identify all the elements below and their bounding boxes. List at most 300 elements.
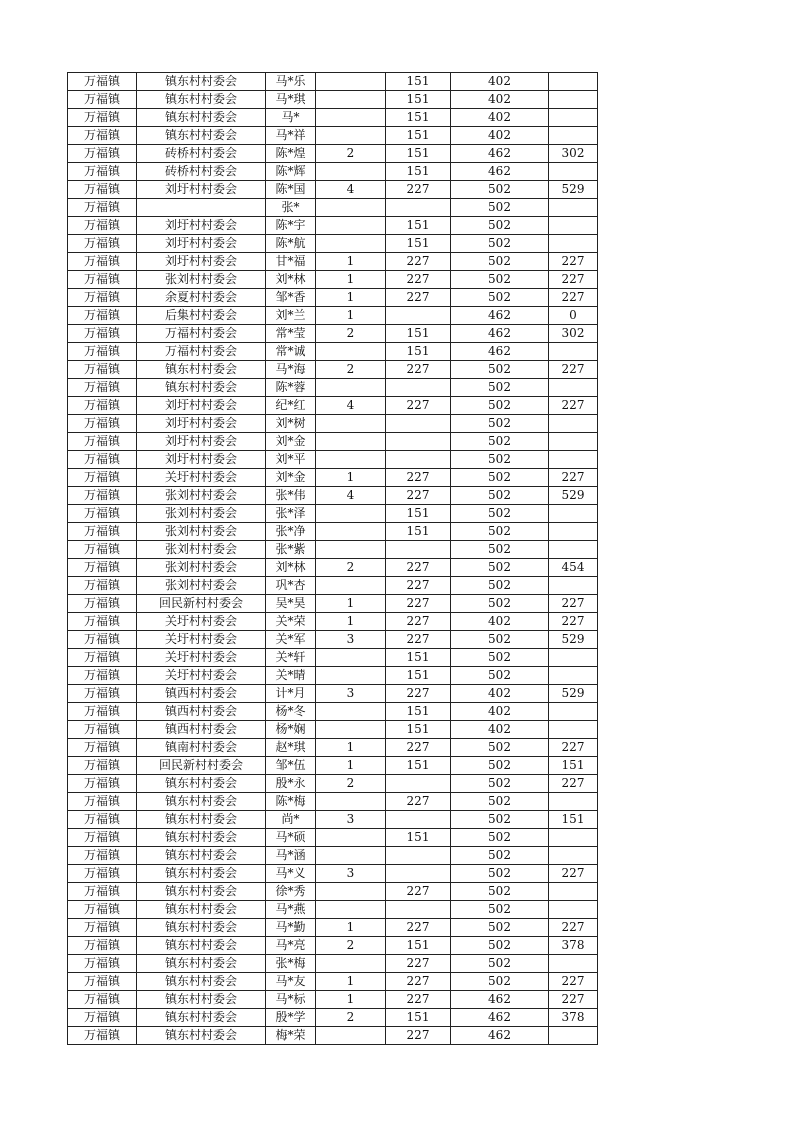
value-c-cell: 529: [549, 685, 598, 703]
name-cell: 刘*兰: [266, 307, 316, 325]
town-cell: 万福镇: [68, 973, 137, 991]
town-cell: 万福镇: [68, 1009, 137, 1027]
committee-cell: 刘圩村村委会: [137, 415, 266, 433]
name-cell: 马*琪: [266, 91, 316, 109]
town-cell: 万福镇: [68, 199, 137, 217]
table-row: [68, 163, 598, 181]
town-cell: 万福镇: [68, 523, 137, 541]
value-b-cell: 402: [451, 703, 549, 721]
value-b-cell: 502: [451, 883, 549, 901]
value-b-cell: 502: [451, 253, 549, 271]
committee-cell: 镇东村村委会: [137, 829, 266, 847]
table-row: [68, 181, 598, 199]
name-cell: 马*硕: [266, 829, 316, 847]
table-row: [68, 919, 598, 937]
table-row: [68, 901, 598, 919]
table-row: [68, 955, 598, 973]
committee-cell: 镇西村村委会: [137, 703, 266, 721]
name-cell: 邹*伍: [266, 757, 316, 775]
value-b-cell: 462: [451, 163, 549, 181]
name-cell: 陈*国: [266, 181, 316, 199]
town-cell: 万福镇: [68, 307, 137, 325]
name-cell: 马*海: [266, 361, 316, 379]
value-c-cell: [549, 199, 598, 217]
value-a-cell: 227: [386, 289, 451, 307]
value-b-cell: 502: [451, 397, 549, 415]
value-a-cell: 227: [386, 361, 451, 379]
value-b-cell: 502: [451, 649, 549, 667]
value-c-cell: [549, 217, 598, 235]
value-b-cell: 502: [451, 775, 549, 793]
committee-cell: 镇东村村委会: [137, 73, 266, 91]
town-cell: 万福镇: [68, 127, 137, 145]
value-a-cell: 227: [386, 469, 451, 487]
town-cell: 万福镇: [68, 469, 137, 487]
value-a-cell: [386, 379, 451, 397]
value-a-cell: 227: [386, 613, 451, 631]
town-cell: 万福镇: [68, 109, 137, 127]
committee-cell: 镇东村村委会: [137, 991, 266, 1009]
name-cell: 计*月: [266, 685, 316, 703]
table-row: [68, 991, 598, 1009]
town-cell: 万福镇: [68, 775, 137, 793]
town-cell: 万福镇: [68, 955, 137, 973]
committee-cell: 镇东村村委会: [137, 883, 266, 901]
town-cell: 万福镇: [68, 163, 137, 181]
name-cell: 张*泽: [266, 505, 316, 523]
town-cell: 万福镇: [68, 289, 137, 307]
town-cell: 万福镇: [68, 703, 137, 721]
count-cell: [316, 235, 386, 253]
committee-cell: 镇西村村委会: [137, 721, 266, 739]
value-b-cell: 402: [451, 91, 549, 109]
count-cell: [316, 433, 386, 451]
name-cell: 张*梅: [266, 955, 316, 973]
value-b-cell: 502: [451, 757, 549, 775]
committee-cell: 张刘村村委会: [137, 559, 266, 577]
value-b-cell: 502: [451, 271, 549, 289]
name-cell: 徐*秀: [266, 883, 316, 901]
table-row: [68, 289, 598, 307]
committee-cell: 刘圩村村委会: [137, 235, 266, 253]
town-cell: 万福镇: [68, 361, 137, 379]
value-c-cell: [549, 955, 598, 973]
town-cell: 万福镇: [68, 685, 137, 703]
count-cell: [316, 1027, 386, 1045]
value-c-cell: 227: [549, 973, 598, 991]
count-cell: 1: [316, 469, 386, 487]
town-cell: 万福镇: [68, 577, 137, 595]
name-cell: 邹*香: [266, 289, 316, 307]
name-cell: 陈*宇: [266, 217, 316, 235]
table-row: [68, 937, 598, 955]
table-row: [68, 829, 598, 847]
value-b-cell: 502: [451, 937, 549, 955]
committee-cell: 镇南村村委会: [137, 739, 266, 757]
value-c-cell: [549, 703, 598, 721]
count-cell: [316, 415, 386, 433]
town-cell: 万福镇: [68, 631, 137, 649]
name-cell: 马*: [266, 109, 316, 127]
table-row: [68, 343, 598, 361]
table-row: [68, 1009, 598, 1027]
value-b-cell: 502: [451, 559, 549, 577]
table-row: [68, 217, 598, 235]
value-a-cell: 151: [386, 235, 451, 253]
committee-cell: [137, 199, 266, 217]
name-cell: 关*荣: [266, 613, 316, 631]
name-cell: 尚*: [266, 811, 316, 829]
committee-cell: 镇东村村委会: [137, 775, 266, 793]
town-cell: 万福镇: [68, 505, 137, 523]
value-a-cell: 151: [386, 703, 451, 721]
value-b-cell: 502: [451, 181, 549, 199]
value-b-cell: 462: [451, 307, 549, 325]
value-b-cell: 502: [451, 541, 549, 559]
count-cell: [316, 343, 386, 361]
count-cell: [316, 73, 386, 91]
value-c-cell: 302: [549, 325, 598, 343]
value-c-cell: [549, 379, 598, 397]
value-c-cell: 151: [549, 757, 598, 775]
table-row: [68, 559, 598, 577]
value-b-cell: 462: [451, 343, 549, 361]
count-cell: 3: [316, 685, 386, 703]
town-cell: 万福镇: [68, 433, 137, 451]
count-cell: 1: [316, 271, 386, 289]
count-cell: 2: [316, 145, 386, 163]
committee-cell: 镇东村村委会: [137, 1027, 266, 1045]
name-cell: 陈*蓉: [266, 379, 316, 397]
name-cell: 张*净: [266, 523, 316, 541]
town-cell: 万福镇: [68, 271, 137, 289]
value-c-cell: 227: [549, 865, 598, 883]
count-cell: [316, 199, 386, 217]
name-cell: 刘*树: [266, 415, 316, 433]
table-row: [68, 613, 598, 631]
count-cell: [316, 505, 386, 523]
value-b-cell: 502: [451, 829, 549, 847]
committee-cell: 关圩村村委会: [137, 649, 266, 667]
count-cell: [316, 217, 386, 235]
value-b-cell: 502: [451, 235, 549, 253]
value-c-cell: 378: [549, 1009, 598, 1027]
name-cell: 陈*煌: [266, 145, 316, 163]
table-row: [68, 451, 598, 469]
name-cell: 殷*永: [266, 775, 316, 793]
name-cell: 刘*平: [266, 451, 316, 469]
table-row: [68, 127, 598, 145]
table-row: [68, 415, 598, 433]
name-cell: 刘*金: [266, 433, 316, 451]
table-row: [68, 325, 598, 343]
value-c-cell: 454: [549, 559, 598, 577]
value-b-cell: 462: [451, 1009, 549, 1027]
committee-cell: 刘圩村村委会: [137, 451, 266, 469]
value-b-cell: 462: [451, 1027, 549, 1045]
table-row: [68, 469, 598, 487]
value-a-cell: 151: [386, 649, 451, 667]
town-cell: 万福镇: [68, 829, 137, 847]
value-a-cell: 227: [386, 991, 451, 1009]
value-b-cell: 502: [451, 361, 549, 379]
value-c-cell: 227: [549, 595, 598, 613]
value-b-cell: 502: [451, 469, 549, 487]
value-a-cell: 227: [386, 253, 451, 271]
town-cell: 万福镇: [68, 91, 137, 109]
count-cell: 4: [316, 397, 386, 415]
value-c-cell: 227: [549, 397, 598, 415]
value-c-cell: [549, 649, 598, 667]
value-c-cell: [549, 127, 598, 145]
value-a-cell: [386, 865, 451, 883]
committee-cell: 镇东村村委会: [137, 919, 266, 937]
committee-cell: 刘圩村村委会: [137, 181, 266, 199]
value-b-cell: 502: [451, 955, 549, 973]
committee-cell: 关圩村村委会: [137, 613, 266, 631]
name-cell: 刘*林: [266, 559, 316, 577]
table-row: [68, 595, 598, 613]
value-a-cell: 227: [386, 271, 451, 289]
table-row: [68, 811, 598, 829]
name-cell: 马*义: [266, 865, 316, 883]
value-a-cell: 151: [386, 721, 451, 739]
name-cell: 马*友: [266, 973, 316, 991]
count-cell: [316, 649, 386, 667]
table-row: [68, 253, 598, 271]
value-a-cell: 227: [386, 919, 451, 937]
committee-cell: 镇东村村委会: [137, 379, 266, 397]
value-c-cell: [549, 577, 598, 595]
table-row: [68, 199, 598, 217]
value-a-cell: 227: [386, 631, 451, 649]
value-c-cell: 227: [549, 613, 598, 631]
committee-cell: 镇东村村委会: [137, 955, 266, 973]
value-a-cell: 227: [386, 883, 451, 901]
value-b-cell: 502: [451, 217, 549, 235]
committee-cell: 砖桥村村委会: [137, 163, 266, 181]
name-cell: 张*: [266, 199, 316, 217]
table-row: [68, 1027, 598, 1045]
count-cell: 3: [316, 865, 386, 883]
committee-cell: 刘圩村村委会: [137, 253, 266, 271]
value-b-cell: 502: [451, 505, 549, 523]
value-a-cell: 151: [386, 505, 451, 523]
value-b-cell: 402: [451, 685, 549, 703]
count-cell: 2: [316, 559, 386, 577]
count-cell: 1: [316, 757, 386, 775]
name-cell: 常*莹: [266, 325, 316, 343]
value-c-cell: 227: [549, 919, 598, 937]
name-cell: 陈*辉: [266, 163, 316, 181]
committee-cell: 镇东村村委会: [137, 109, 266, 127]
value-a-cell: [386, 811, 451, 829]
value-a-cell: [386, 775, 451, 793]
name-cell: 刘*林: [266, 271, 316, 289]
town-cell: 万福镇: [68, 811, 137, 829]
committee-cell: 镇东村村委会: [137, 91, 266, 109]
town-cell: 万福镇: [68, 1027, 137, 1045]
table-row: [68, 361, 598, 379]
committee-cell: 刘圩村村委会: [137, 217, 266, 235]
count-cell: 1: [316, 289, 386, 307]
value-a-cell: [386, 415, 451, 433]
value-c-cell: 529: [549, 181, 598, 199]
table-row: [68, 739, 598, 757]
count-cell: 1: [316, 991, 386, 1009]
value-a-cell: [386, 451, 451, 469]
value-b-cell: 502: [451, 415, 549, 433]
value-a-cell: [386, 541, 451, 559]
value-a-cell: 151: [386, 217, 451, 235]
name-cell: 纪*红: [266, 397, 316, 415]
value-b-cell: 402: [451, 127, 549, 145]
value-c-cell: [549, 235, 598, 253]
value-b-cell: 402: [451, 613, 549, 631]
committee-cell: 镇东村村委会: [137, 1009, 266, 1027]
committee-cell: 镇东村村委会: [137, 811, 266, 829]
value-a-cell: 227: [386, 973, 451, 991]
count-cell: 4: [316, 181, 386, 199]
value-a-cell: 151: [386, 127, 451, 145]
town-cell: 万福镇: [68, 919, 137, 937]
value-a-cell: 227: [386, 955, 451, 973]
name-cell: 梅*荣: [266, 1027, 316, 1045]
count-cell: [316, 163, 386, 181]
committee-cell: 镇东村村委会: [137, 865, 266, 883]
value-a-cell: 151: [386, 325, 451, 343]
count-cell: 3: [316, 631, 386, 649]
count-cell: 1: [316, 595, 386, 613]
count-cell: [316, 451, 386, 469]
value-b-cell: 502: [451, 793, 549, 811]
committee-cell: 余夏村村委会: [137, 289, 266, 307]
value-a-cell: 227: [386, 181, 451, 199]
name-cell: 马*祥: [266, 127, 316, 145]
value-b-cell: 462: [451, 991, 549, 1009]
table-row: [68, 703, 598, 721]
count-cell: [316, 883, 386, 901]
count-cell: 1: [316, 973, 386, 991]
name-cell: 马*燕: [266, 901, 316, 919]
value-b-cell: 402: [451, 73, 549, 91]
table-row: [68, 235, 598, 253]
value-a-cell: 151: [386, 829, 451, 847]
value-a-cell: [386, 199, 451, 217]
table-row: [68, 757, 598, 775]
count-cell: [316, 721, 386, 739]
value-a-cell: 151: [386, 145, 451, 163]
committee-cell: 张刘村村委会: [137, 523, 266, 541]
committee-cell: 镇东村村委会: [137, 847, 266, 865]
count-cell: [316, 127, 386, 145]
value-c-cell: [549, 73, 598, 91]
value-a-cell: 227: [386, 559, 451, 577]
name-cell: 巩*杏: [266, 577, 316, 595]
committee-cell: 镇东村村委会: [137, 973, 266, 991]
count-cell: 1: [316, 739, 386, 757]
committee-cell: 镇西村村委会: [137, 685, 266, 703]
value-a-cell: 227: [386, 1027, 451, 1045]
committee-cell: 后集村村委会: [137, 307, 266, 325]
committee-cell: 镇东村村委会: [137, 901, 266, 919]
value-a-cell: 151: [386, 1009, 451, 1027]
town-cell: 万福镇: [68, 235, 137, 253]
table-row: [68, 523, 598, 541]
table-row: [68, 793, 598, 811]
value-b-cell: 462: [451, 145, 549, 163]
town-cell: 万福镇: [68, 559, 137, 577]
town-cell: 万福镇: [68, 451, 137, 469]
table-row: [68, 685, 598, 703]
town-cell: 万福镇: [68, 397, 137, 415]
value-a-cell: 227: [386, 685, 451, 703]
committee-cell: 万福村村委会: [137, 343, 266, 361]
value-a-cell: 151: [386, 91, 451, 109]
value-a-cell: [386, 307, 451, 325]
value-c-cell: [549, 343, 598, 361]
committee-cell: 万福村村委会: [137, 325, 266, 343]
table-row: [68, 847, 598, 865]
table-row: [68, 649, 598, 667]
committee-cell: 张刘村村委会: [137, 541, 266, 559]
town-cell: 万福镇: [68, 649, 137, 667]
committee-cell: 回民新村村委会: [137, 757, 266, 775]
value-a-cell: 151: [386, 757, 451, 775]
count-cell: [316, 703, 386, 721]
value-a-cell: 227: [386, 739, 451, 757]
count-cell: [316, 577, 386, 595]
town-cell: 万福镇: [68, 325, 137, 343]
value-a-cell: 151: [386, 523, 451, 541]
town-cell: 万福镇: [68, 739, 137, 757]
value-c-cell: [549, 505, 598, 523]
value-b-cell: 502: [451, 199, 549, 217]
count-cell: 1: [316, 613, 386, 631]
value-a-cell: 227: [386, 793, 451, 811]
committee-cell: 张刘村村委会: [137, 505, 266, 523]
table-row: [68, 487, 598, 505]
table-row: [68, 667, 598, 685]
table-row: [68, 505, 598, 523]
value-c-cell: [549, 901, 598, 919]
value-c-cell: 378: [549, 937, 598, 955]
committee-cell: 砖桥村村委会: [137, 145, 266, 163]
town-cell: 万福镇: [68, 883, 137, 901]
name-cell: 赵*琪: [266, 739, 316, 757]
value-c-cell: [549, 847, 598, 865]
value-c-cell: 227: [549, 739, 598, 757]
value-b-cell: 502: [451, 289, 549, 307]
value-c-cell: 302: [549, 145, 598, 163]
name-cell: 关*军: [266, 631, 316, 649]
value-a-cell: 151: [386, 73, 451, 91]
count-cell: 2: [316, 361, 386, 379]
town-cell: 万福镇: [68, 991, 137, 1009]
value-c-cell: 227: [549, 253, 598, 271]
value-b-cell: 502: [451, 433, 549, 451]
count-cell: 4: [316, 487, 386, 505]
name-cell: 刘*金: [266, 469, 316, 487]
table-row: [68, 775, 598, 793]
value-a-cell: 227: [386, 577, 451, 595]
count-cell: [316, 109, 386, 127]
committee-cell: 张刘村村委会: [137, 487, 266, 505]
value-c-cell: [549, 793, 598, 811]
town-cell: 万福镇: [68, 73, 137, 91]
town-cell: 万福镇: [68, 343, 137, 361]
town-cell: 万福镇: [68, 595, 137, 613]
